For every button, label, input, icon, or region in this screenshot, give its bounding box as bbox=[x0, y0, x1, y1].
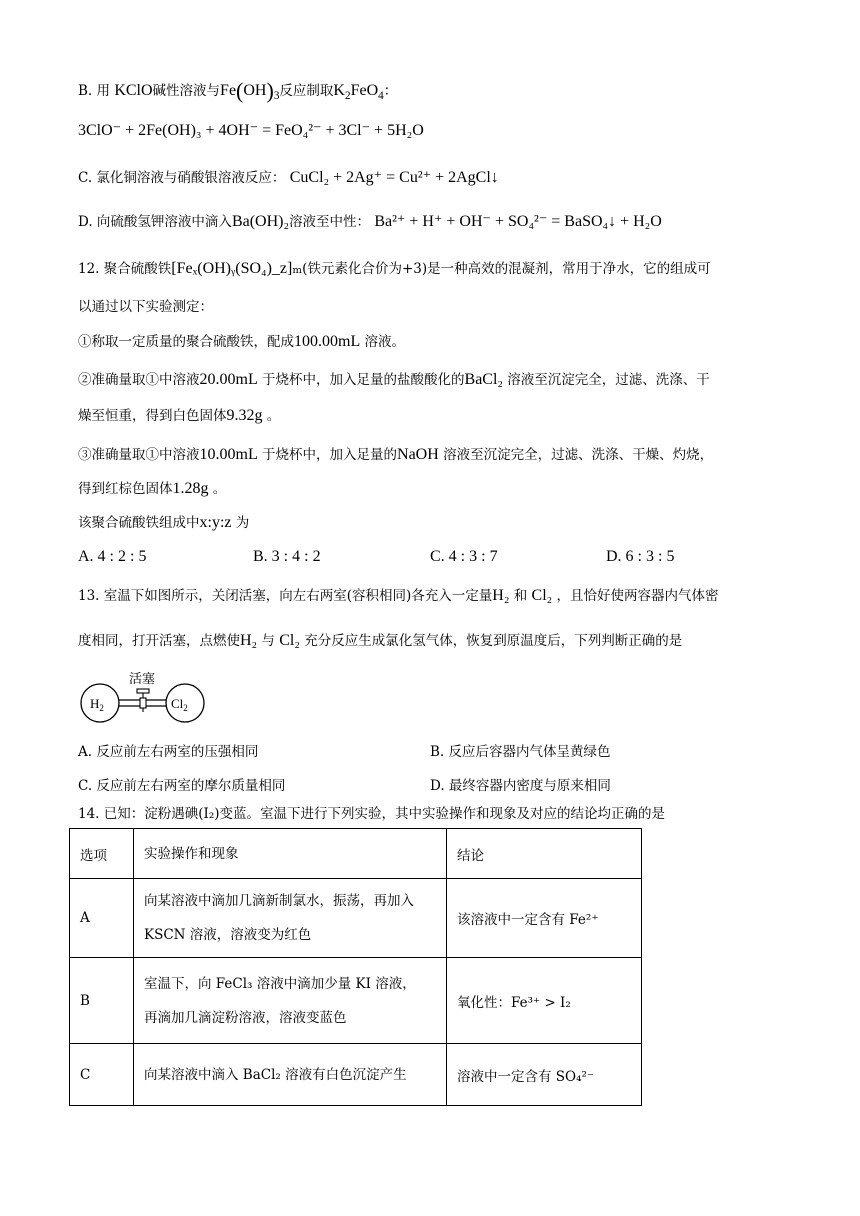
option-d-equation: Ba²⁺ + H⁺ + OH⁻ + SO₄²⁻ = BaSO₄↓ + H₂O bbox=[374, 213, 662, 230]
valve-body bbox=[140, 698, 146, 708]
q12-formula: [Feₓ(OH)ᵧ(SO₄)_z]ₘ bbox=[171, 260, 303, 277]
k2feo4-formula: $K_2FeO_4$ bbox=[333, 82, 384, 103]
table-header-row bbox=[70, 829, 642, 879]
row-option: A bbox=[70, 879, 134, 958]
q14-table bbox=[69, 828, 642, 1106]
q13-option-a[interactable]: A. 反应前左右两室的压强相同 bbox=[78, 744, 259, 760]
row-operation: 室温下，向 FeCl₃ 溶液中滴加少量 KI 溶液， 再滴加几滴淀粉溶液，溶液变蓝色 bbox=[134, 958, 447, 1044]
q14-stem: 14. 已知：淀粉遇碘(I₂)变蓝。室温下进行下列实验，其中实验操作和现象及对应的结论均正确的是 bbox=[78, 806, 666, 822]
option-c-equation: CuCl₂ + 2Ag⁺ = Cu²⁺ + 2AgCl↓ bbox=[289, 169, 499, 186]
row-operation: 向某溶液中滴入 BaCl₂ 溶液有白色沉淀产生 bbox=[134, 1044, 447, 1106]
option-b-equation: 3ClO⁻ + 2Fe(OH)₃ + 4OH⁻ = FeO₄²⁻ + 3Cl⁻ + 5H₂O bbox=[78, 122, 424, 139]
header-option: 选项 bbox=[70, 829, 134, 879]
q13-line1: 13. 室温下如图所示，关闭活塞，向左右两室(容积相同)各充入一定量H₂ 和 Cl₂ ，且恰好使两容器内气体密 bbox=[78, 587, 719, 604]
q12-step2-line2: 燥至恒重，得到白色固体9.32g 。 bbox=[78, 407, 281, 424]
table-row bbox=[70, 958, 642, 1044]
two-chamber-apparatus-diagram bbox=[78, 668, 218, 724]
q13-option-b[interactable]: B. 反应后容器内气体呈黄绿色 bbox=[430, 744, 611, 760]
row-operation: 向某溶液中滴加几滴新制氯水，振荡，再加入 KSCN 溶液，溶液变为红色 bbox=[134, 879, 447, 958]
row-conclusion: 溶液中一定含有 SO₄²⁻ bbox=[447, 1044, 642, 1106]
q12-step2: ②准确量取①中溶液20.00mL 于烧杯中，加入足量的盐酸酸化的BaCl₂ 溶液至沉淀完全，过滤、洗涤、干 bbox=[78, 371, 710, 388]
option-c-text: C. 氯化铜溶液与硝酸银溶液反应： bbox=[78, 170, 286, 186]
option-d-text: D. 向硫酸氢钾溶液中滴入 bbox=[78, 214, 232, 230]
q13-option-c[interactable]: C. 反应前左右两室的摩尔质量相同 bbox=[78, 778, 286, 794]
q12-option-d[interactable]: D. 6 : 3 : 5 bbox=[606, 548, 675, 565]
q12-option-c[interactable]: C. 4 : 3 : 7 bbox=[430, 548, 498, 565]
feoh3-formula: $Fe(OH)_3$ bbox=[220, 78, 280, 103]
option-b-line: B. 用 KClO碱性溶液与$Fe(OH)_3$反应制取$K_2FeO_4$： bbox=[78, 78, 398, 103]
option-b-text: 碱性溶液与 bbox=[152, 83, 221, 99]
row-conclusion: 该溶液中一定含有 Fe²⁺ bbox=[447, 879, 642, 958]
header-operation: 实验操作和现象 bbox=[134, 829, 447, 879]
h2-label: $H_2$ bbox=[90, 696, 104, 713]
row-option: B bbox=[70, 958, 134, 1044]
option-d-line: D. 向硫酸氢钾溶液中滴入Ba(OH)₂溶液至中性： Ba²⁺ + H⁺ + OH⁻ + SO₄²⁻ = BaSO₄↓ + H₂O bbox=[78, 213, 662, 230]
q13-line2: 度相同，打开活塞，点燃使H₂ 与 Cl₂ 充分反应生成氯化氢气体，恢复到原温度后，下列判断正确的是 bbox=[78, 632, 683, 649]
q12-step3-line2: 得到红棕色固体1.28g 。 bbox=[78, 480, 227, 497]
q13-option-d[interactable]: D. 最终容器内密度与原来相同 bbox=[430, 778, 611, 794]
kclo-formula: KClO bbox=[114, 82, 153, 99]
q12-line2: 以通过以下实验测定： bbox=[78, 299, 213, 315]
q12-question: 该聚合硫酸铁组成中x:y:z 为 bbox=[78, 514, 250, 531]
q12-step1: ①称取一定质量的聚合硫酸铁，配成100.00mL 溶液。 bbox=[78, 333, 406, 350]
cl2-label: $Cl_2$ bbox=[171, 696, 188, 713]
option-b-prefix: B. 用 bbox=[78, 83, 111, 99]
baoh2-formula: Ba(OH)₂ bbox=[231, 213, 290, 230]
table-row bbox=[70, 879, 642, 958]
valve-handle bbox=[137, 689, 149, 693]
row-option: C bbox=[70, 1044, 134, 1106]
q12-number: 12. 聚合硫酸铁 bbox=[78, 261, 172, 277]
table-row bbox=[70, 1044, 642, 1106]
row-conclusion: 氧化性：Fe³⁺ > I₂ bbox=[447, 958, 642, 1044]
header-conclusion: 结论 bbox=[447, 829, 642, 879]
q12-option-b[interactable]: B. 3 : 4 : 2 bbox=[253, 548, 321, 565]
q12-option-a[interactable]: A. 4 : 2 : 5 bbox=[78, 548, 147, 565]
q12-line1: 12. 聚合硫酸铁[Feₓ(OH)ᵧ(SO₄)_z]ₘ(铁元素化合价为+3)是一种高效的混凝剂，常用于净水，它的组成可 bbox=[78, 260, 711, 277]
q12-step3: ③准确量取①中溶液10.00mL 于烧杯中，加入足量的NaOH 溶液至沉淀完全，过滤、洗涤、干燥、灼烧， bbox=[78, 446, 714, 463]
option-b-text-2: 反应制取 bbox=[279, 83, 334, 99]
valve-label: 活塞 bbox=[129, 672, 156, 687]
option-c-line bbox=[78, 170, 499, 186]
